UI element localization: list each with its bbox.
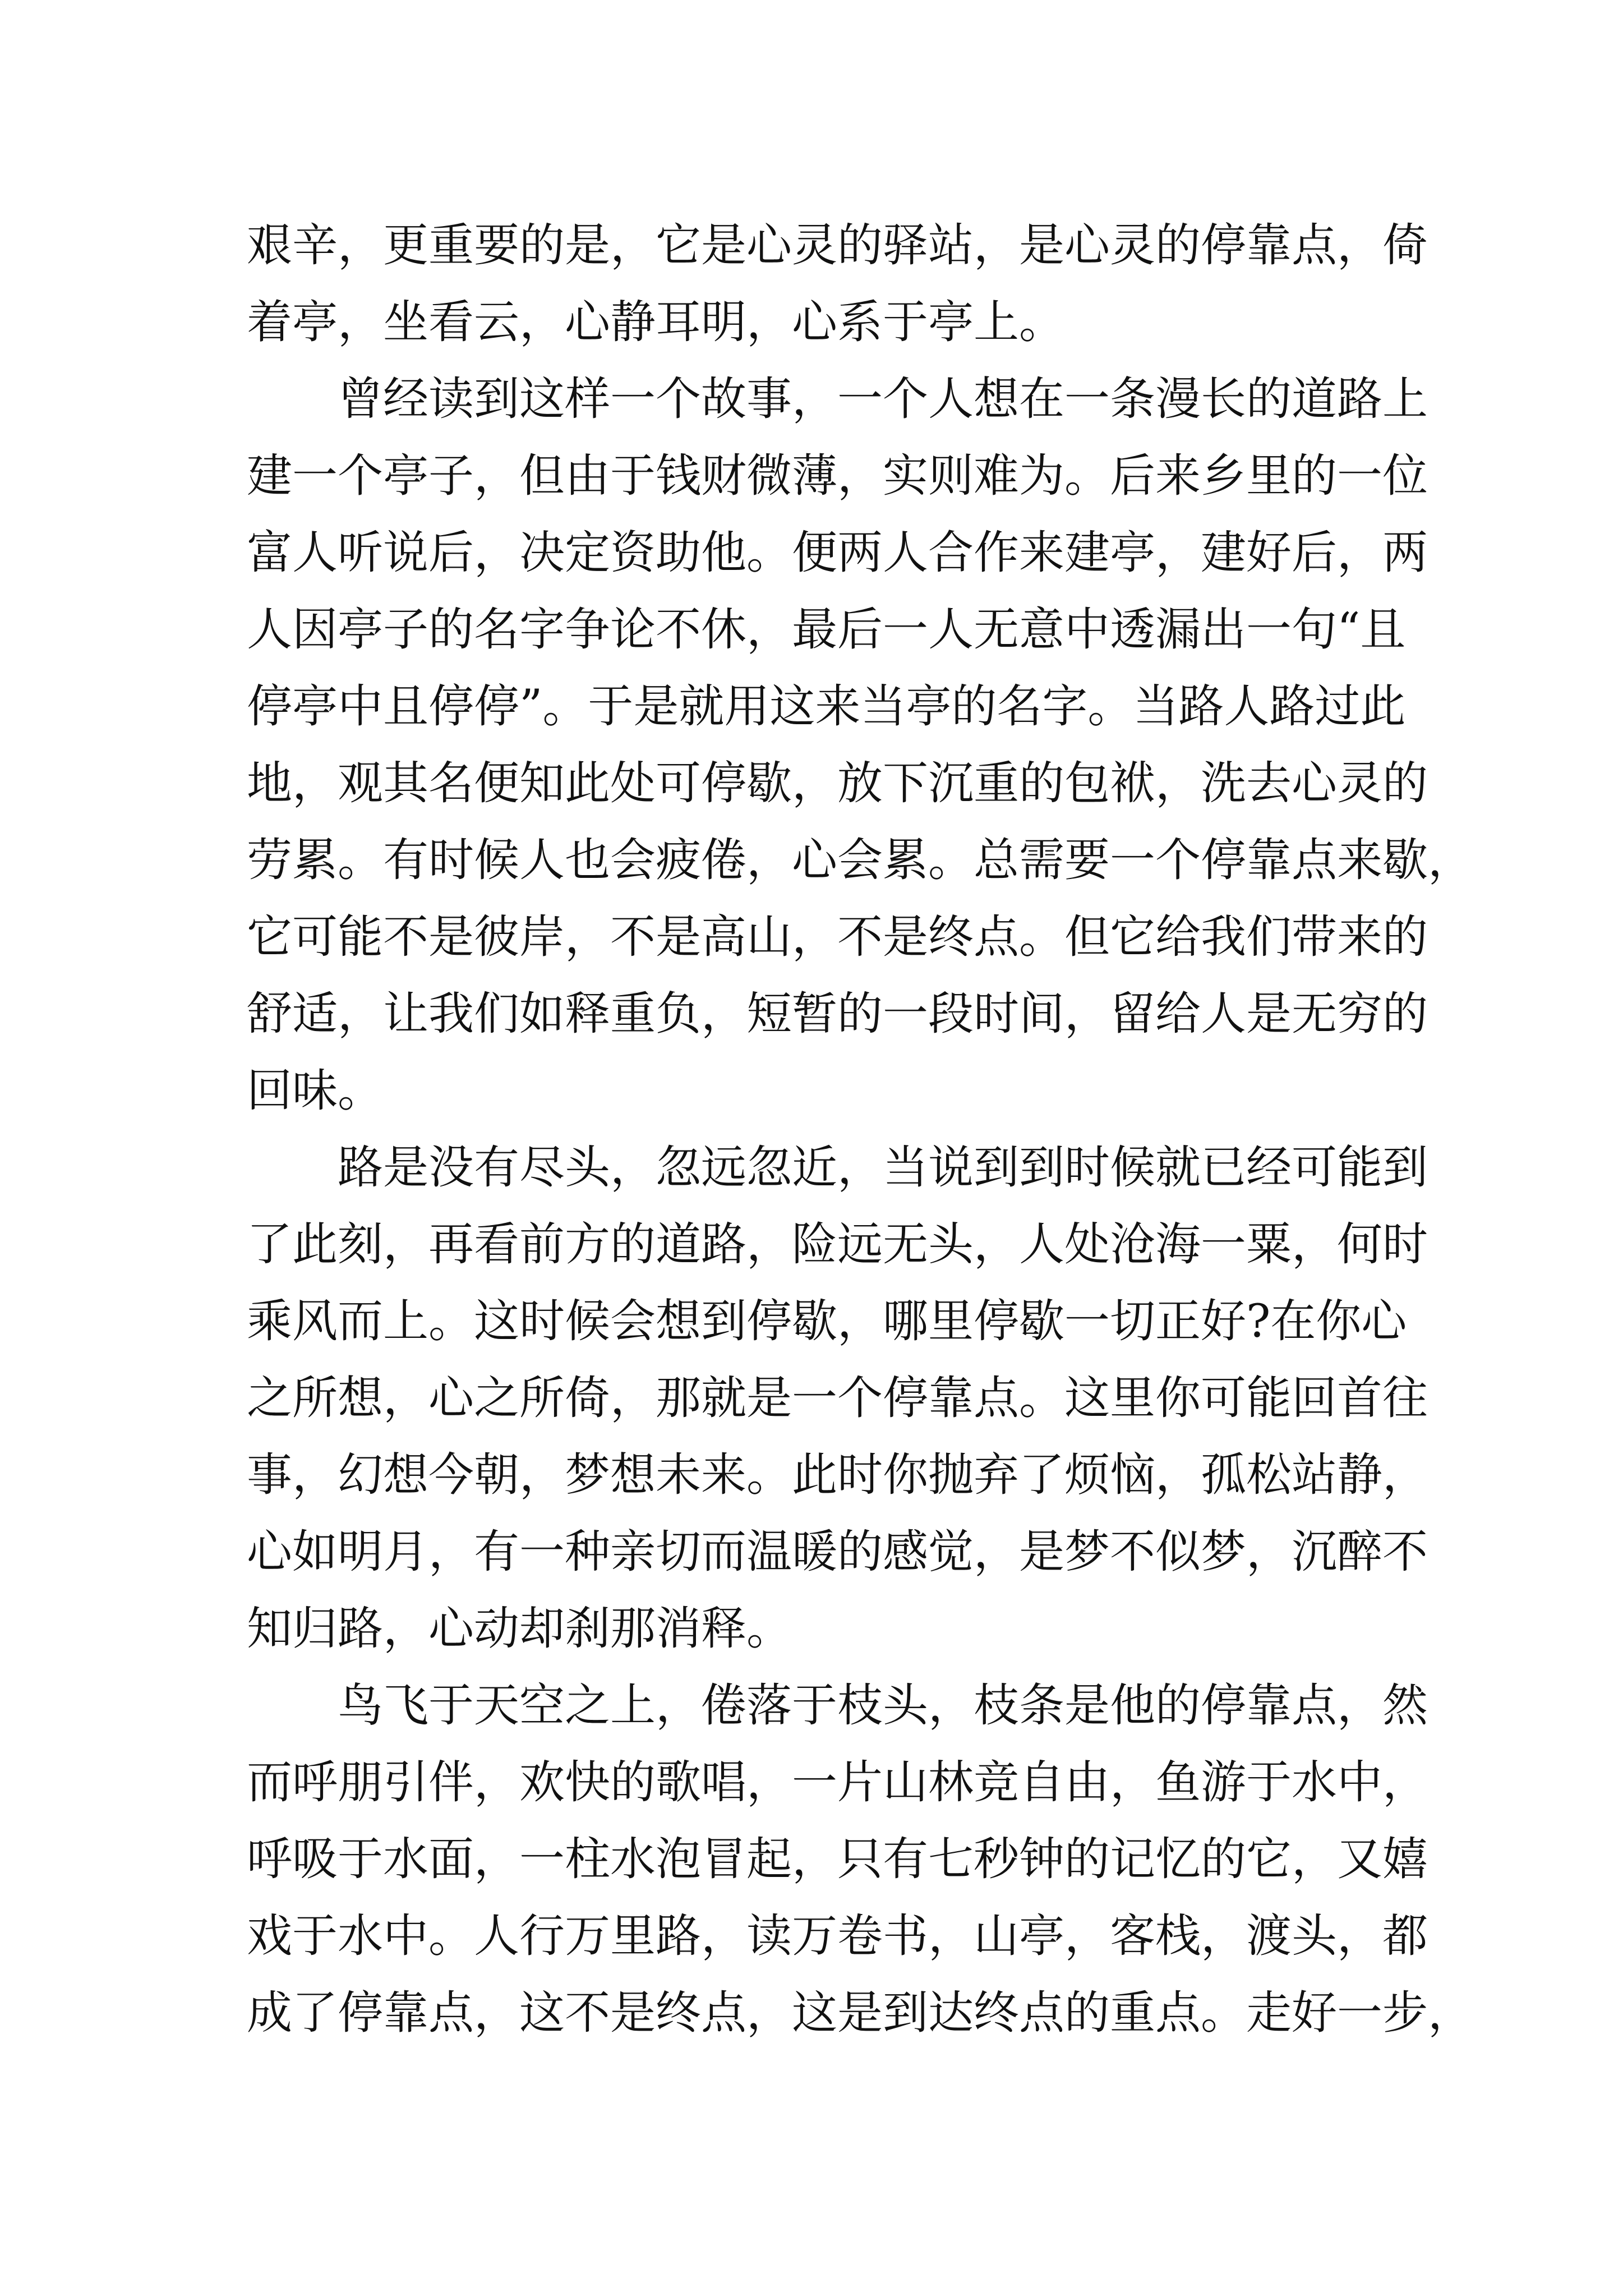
text-line: 舒适，让我们如释重负，短暂的一段时间，留给人是无穷的	[247, 988, 1428, 1041]
text-line: 曾经读到这样一个故事，一个人想在一条漫长的道路上	[338, 373, 1428, 426]
paragraph	[247, 208, 1428, 361]
paragraph	[247, 1668, 1474, 2052]
text-line: 了此刻，再看前方的道路，险远无头，人处沧海一粟，何时	[247, 1218, 1428, 1271]
text-line: 地，观其名便知此处可停歇，放下沉重的包袱，洗去心灵的	[247, 757, 1428, 810]
text-line: 它可能不是彼岸，不是高山，不是终点。但它给我们带来的	[247, 911, 1428, 964]
text-line: 戏于水中。人行万里路，读万卷书，山亭，客栈，渡头，都	[247, 1910, 1428, 1963]
paragraph	[247, 1130, 1428, 1668]
text-line: 呼吸于水面，一柱水泡冒起，只有七秒钟的记忆的它，又嬉	[247, 1833, 1428, 1886]
paragraph	[247, 361, 1474, 1130]
document-body	[247, 208, 1474, 2052]
text-line: 事，幻想今朝，梦想未来。此时你抛弃了烦恼，孤松站静，	[247, 1449, 1428, 1502]
text-line: 之所想，心之所倚，那就是一个停靠点。这里你可能回首往	[247, 1372, 1428, 1425]
text-line: 人因亭子的名字争论不休，最后一人无意中透漏出一句“且	[247, 604, 1406, 656]
text-line: 心如明月，有一种亲切而温暖的感觉，是梦不似梦，沉醉不	[247, 1526, 1428, 1579]
text-line: 而呼朋引伴，欢快的歌唱，一片山林竞自由，鱼游于水中，	[247, 1756, 1428, 1809]
text-line: 着亭，坐看云，心静耳明，心系于亭上。	[247, 296, 1065, 349]
text-line: 建一个亭子，但由于钱财微薄，实则难为。后来乡里的一位	[247, 450, 1428, 503]
text-line: 乘风而上。这时候会想到停歇，哪里停歇一切正好?在你心	[247, 1295, 1407, 1348]
text-line: 鸟飞于天空之上，倦落于枝头，枝条是他的停靠点，然	[338, 1680, 1428, 1732]
text-line: 富人听说后，决定资助他。便两人合作来建亭，建好后，两	[247, 527, 1428, 579]
text-line: 劳累。有时候人也会疲倦，心会累。总需要一个停靠点来歇，	[247, 834, 1474, 887]
text-line: 路是没有尽头，忽远忽近，当说到到时候就已经可能到	[338, 1142, 1428, 1194]
text-line: 停亭中且停停”。于是就用这来当亭的名字。当路人路过此	[247, 680, 1406, 733]
text-line: 艰辛，更重要的是，它是心灵的驿站，是心灵的停靠点，倚	[247, 219, 1428, 272]
text-line: 知归路，心动却刹那消释。	[247, 1603, 792, 1655]
text-line: 成了停靠点，这不是终点，这是到达终点的重点。走好一步，	[247, 1987, 1474, 2040]
text-line: 回味。	[247, 1065, 384, 1117]
